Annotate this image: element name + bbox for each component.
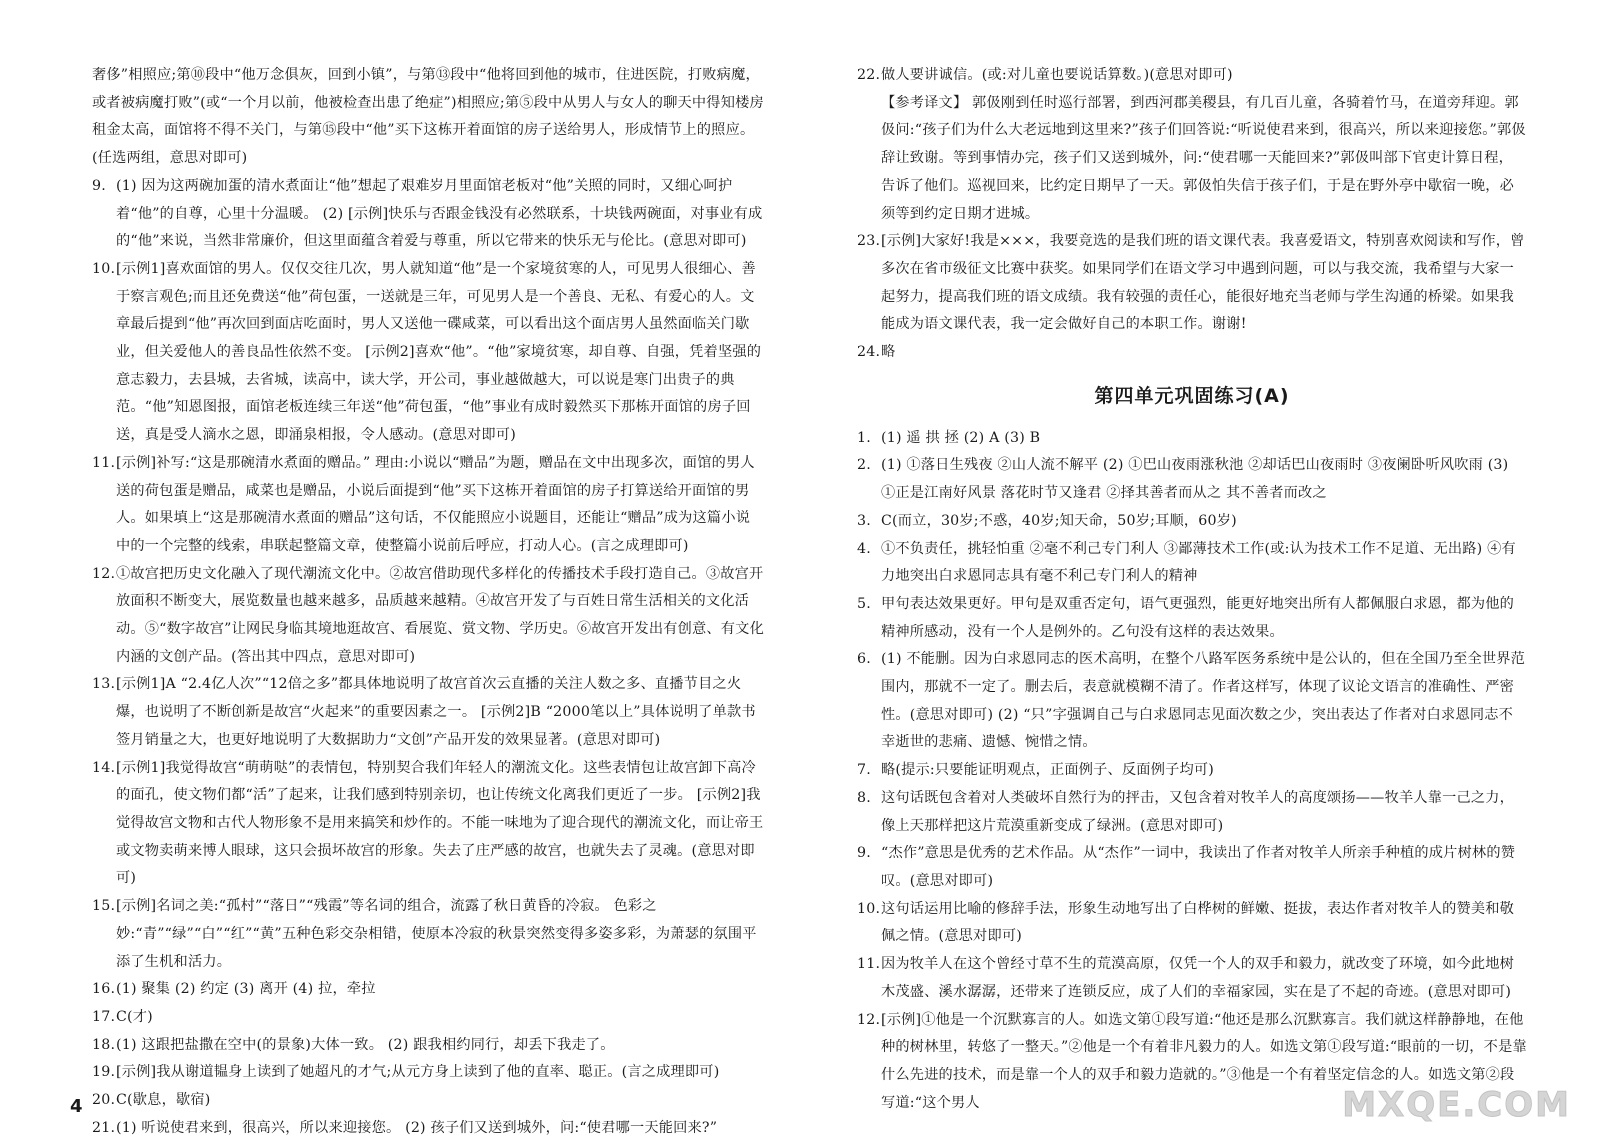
right-column xyxy=(857,62,1527,1117)
answer-text: [示例1]喜欢面馆的男人。仅仅交往几次，男人就知道“他”是一个家境贫寒的人，可见男人很细心、善于察言观色;而且还免费送“他”荷包蛋，一送就是三年，可见男人是一个善良、无私、有爱心的人。文章最后提到“他”再次回到面店吃面时，男人又送他一碟咸菜，可以看出这个面店男人虽然面临关门歇业，但关爱他人的善良品性依然不变。 [示例2]喜欢“他”。“他”家境贫寒，却自尊、自强，凭着坚强的意志毅力，去县城，去省城，读高中，读大学，开公司，事业越做越大，可以说是寒门出贵子的典范。“他”知恩图报，面馆老板连续三年送“他”荷包蛋，“他”事业有成时毅然买下那栋开面馆的房子回送，真是受人滴水之恩，即涌泉相报，令人感动。(意思对即可) xyxy=(116,260,762,444)
answer-text: (1) 因为这两碗加蛋的清水煮面让“他”想起了艰难岁月里面馆老板对“他”关照的同时，又细心呵护着“他”的自尊，心里十分温暖。 (2) [示例]快乐与否跟金钱没有必然联系，十块钱两碗面，对事业有成的“他”来说，当然非常廉价，但这里面蕴含着爱与尊重，所以它带来的快乐无与伦比。(意思对即可) xyxy=(116,177,763,250)
answer-text: 做人要讲诚信。(或:对儿童也要说话算数。)(意思对即可) xyxy=(881,67,1233,83)
answer-item xyxy=(92,1032,764,1060)
answer-item xyxy=(857,62,1527,90)
answer-number: 9. xyxy=(92,177,106,194)
answer-item xyxy=(92,173,764,256)
answer-text: (1) 这跟把盐撒在空中(的景象)大体一致。 (2) 跟我相约同行，却丢下我走了。 xyxy=(116,1036,615,1053)
right-items-bottom xyxy=(857,425,1527,1118)
answer-item xyxy=(92,561,764,672)
answer-item xyxy=(92,1087,764,1115)
reference-translation: 【参考译文】 郭伋刚到任时巡行部署，到西河郡美稷县，有几百儿童，各骑着竹马，在道旁拜迎。郭伋问:“孩子们为什么大老远地到这里来?”孩子们回答说:“听说使君来到，很高兴，所以来迎接您。”郭伋辞让致谢。等到事情办完，孩子们又送到城外，问:“使君哪一天能回来?”郭伋叫部下官吏计算日程，告诉了他们。巡视回来，比约定日期早了一天。郭伋怕失信于孩子们，于是在野外亭中歇宿一晚，必须等到约定日期才进城。 xyxy=(881,94,1526,222)
answer-number: 24. xyxy=(857,344,881,361)
answer-text: [示例]名词之美:“孤村”“落日”“残霞”等名词的组合，流露了秋日黄昏的冷寂。 色彩之妙:“青”“绿”“白”“红”“黄”五种色彩交杂相错，使原本冷寂的秋景突然变得多姿多彩，为萧瑟的氛围平添了生机和活力。 xyxy=(116,898,757,970)
answer-item xyxy=(857,339,1527,367)
answer-item xyxy=(857,536,1527,591)
answer-number: 23. xyxy=(857,233,881,250)
answer-item xyxy=(92,893,764,976)
answer-number: 3. xyxy=(857,512,871,529)
answer-number: 15. xyxy=(92,898,116,915)
answer-item xyxy=(92,1115,764,1142)
answer-text: (1) 听说使君来到，很高兴，所以来迎接您。 (2) 孩子们又送到城外，问:“使君哪一天能回来?” xyxy=(116,1119,718,1136)
answer-number: 2. xyxy=(857,457,871,474)
answer-text: [示例]我从谢道韫身上读到了她超凡的才气;从元方身上读到了他的直率、聪正。(言之成理即可) xyxy=(116,1064,720,1081)
answer-text: 因为牧羊人在这个曾经寸草不生的荒漠高原，仅凭一个人的双手和毅力，就改变了环境，如今此地树木茂盛、溪水潺潺，还带来了连锁反应，成了人们的幸福家园，实在是了不起的奇迹。(意思对即可) xyxy=(881,956,1515,1000)
answer-item xyxy=(857,591,1527,646)
answer-number: 19. xyxy=(92,1064,116,1081)
answer-text: [示例]大家好!我是×××，我要竞选的是我们班的语文课代表。我喜爱语文，特别喜欢阅读和写作，曾多次在省市级征文比赛中获奖。如果同学们在语文学习中遇到问题，可以与我交流，我希望与大家一起努力，提高我们班的语文成绩。我有较强的责任心，能很好地充当老师与学生沟通的桥梁。如果我能成为语文课代表，我一定会做好自己的本职工作。谢谢! xyxy=(881,233,1525,333)
answer-number: 12. xyxy=(857,1011,881,1028)
answer-text: “杰作”意思是优秀的艺术作品。从“杰作”一词中，我读出了作者对牧羊人所亲手种植的成片树林的赞叹。(意思对即可) xyxy=(881,845,1516,889)
answer-number: 6. xyxy=(857,651,871,668)
answer-text: [示例]①他是一个沉默寡言的人。如选文第①段写道:“他还是那么沉默寡言。我们就这样静静地，在他种的树林里，转悠了一整天。”②他是一个有着非凡毅力的人。如选文第①段写道:“眼前的一切，不是靠什么先进的技术，而是靠一个人的双手和毅力造就的。”③他是一个有着坚定信念的人。如选文第②段写道:“这个男人 xyxy=(881,1011,1527,1111)
answer-text: 甲句表达效果更好。甲句是双重否定句，语气更强烈，能更好地突出所有人都佩服白求恩，都为他的精神所感动，没有一个人是例外的。乙句没有这样的表达效果。 xyxy=(881,595,1515,640)
answer-number: 11. xyxy=(92,454,116,471)
answer-item xyxy=(857,228,1527,339)
answer-text: (1) 聚集 (2) 约定 (3) 离开 (4) 拉，牵拉 xyxy=(116,981,376,998)
answer-item xyxy=(857,425,1527,453)
answer-text: 这句话运用比喻的修辞手法，形象生动地写出了白桦树的鲜嫩、挺拔，表达作者对牧羊人的赞美和敬佩之情。(意思对即可) xyxy=(881,900,1515,945)
answer-item xyxy=(92,1059,764,1087)
answer-number: 18. xyxy=(92,1036,116,1053)
answer-text: ①不负责任，挑轻怕重 ②毫不利己专门利人 ③鄙薄技术工作(或:认为技术工作不足道、无出路) ④有力地突出白求恩同志具有毫不利己专门利人的精神 xyxy=(881,540,1516,585)
answer-text: [示例1]A “2.4亿人次”“12倍之多”都具体地说明了故宫首次云直播的关注人数之多、直播节目之火爆，也说明了不断创新是故宫“火起来”的重要因素之一。 [示例2]B “2000笔以上”具体说明了单款书签月销量之大，也更好地说明了大数据助力“文创”产品开发的效果显著。(意思对即可) xyxy=(116,676,756,748)
answer-number: 7. xyxy=(857,762,871,779)
right-items-top xyxy=(857,62,1527,367)
answer-number: 21. xyxy=(92,1119,116,1136)
answer-item xyxy=(92,671,764,754)
answer-item xyxy=(92,256,764,450)
answer-number: 13. xyxy=(92,676,116,693)
answer-number: 22. xyxy=(857,67,881,83)
answer-item xyxy=(857,508,1527,536)
answer-item xyxy=(857,452,1527,507)
answer-text: [示例1]我觉得故宫“萌萌哒”的表情包，特别契合我们年轻人的潮流文化。这些表情包让故宫卸下高冷的面孔，使文物们都“活”了起来，让我们感到特别亲切，也让传统文化离我们更近了一步。 [示例2]我觉得故宫文物和古代人物形象不是用来搞笑和炒作的。不能一味地为了迎合现代的潮流文化，而让帝王或文物卖萌来博人眼球，这只会损坏故宫的形象。失去了庄严感的故宫，也就失去了灵魂。(意思对即可) xyxy=(116,759,764,887)
answer-number: 10. xyxy=(92,260,116,277)
answer-number: 4. xyxy=(857,540,871,557)
answer-item xyxy=(857,646,1527,757)
watermark-logo xyxy=(1342,1039,1579,1129)
answer-text: (1) 不能删。因为白求恩同志的医术高明，在整个八路军医务系统中是公认的，但在全国乃至全世界范围内，那就不一定了。删去后，表意就模糊不清了。作者这样写，体现了议论文语言的准确性、严密性。(意思对即可) (2) “只”字强调自己与白求恩同志见面次数之少，突出表达了作者对白求恩同志不幸逝世的悲痛、遗憾、惋惜之情。 xyxy=(881,651,1526,751)
answer-number: 8. xyxy=(857,789,871,806)
answer-number: 10. xyxy=(857,900,881,917)
answer-item xyxy=(857,840,1527,895)
answer-text: 这句话既包含着对人类破坏自然行为的抨击，又包含着对牧羊人的高度颂扬——牧羊人靠一己之力，像上天那样把这片荒漠重新变成了绿洲。(意思对即可) xyxy=(881,789,1515,834)
intro-paragraph: 奢侈”相照应;第⑩段中“他万念俱灰，回到小镇”，与第⑬段中“他将回到他的城市，住进医院，打败病魔，或者被病魔打败”(或“一个月以前，他被检查出患了绝症”)相照应;第⑤段中从男人与女人的聊天中得知楼房租金太高，面馆将不得不关门，与第⑮段中“他”买下这栋开着面馆的房子送给男人，形成情节上的照应。(任选两组，意思对即可) xyxy=(92,67,764,167)
answer-item xyxy=(857,951,1527,1006)
answer-number: 1. xyxy=(857,429,871,446)
answer-number: 11. xyxy=(857,956,881,973)
answer-number: 16. xyxy=(92,981,116,998)
answer-item xyxy=(92,976,764,1004)
answer-text: C(才) xyxy=(116,1008,153,1025)
answer-text: C(歇息，歇宿) xyxy=(116,1092,211,1109)
answer-item xyxy=(857,757,1527,785)
answer-number: 5. xyxy=(857,595,871,612)
answer-text: (1) 遥 拱 拯 (2) A (3) B xyxy=(881,429,1041,446)
section-heading: 第四单元巩固练习(A) xyxy=(1094,384,1290,407)
answer-text: [示例]补写:“这是那碗清水煮面的赠品。” 理由:小说以“赠品”为题，赠品在文中出现多次，面馆的男人送的荷包蛋是赠品，咸菜也是赠品，小说后面提到“他”买下这栋开着面馆的房子打算送给开面馆的男人。如果填上“这是那碗清水煮面的赠品”这句话，不仅能照应小说题目，还能让“赠品”成为这篇小说中的一个完整的线索，串联起整篇文章，使整篇小说前后呼应，打动人心。(言之成理即可) xyxy=(116,454,755,554)
answer-text: 略 xyxy=(881,344,896,361)
answer-text: (1) ①落日生残夜 ②山人流不解平 (2) ①巴山夜雨涨秋池 ②却话巴山夜雨时 ③夜阑卧听风吹雨 (3) ①正是江南好风景 落花时节又逢君 ②择其善者而从之 其不善者而改之 xyxy=(881,457,1509,502)
answer-text: C(而立，30岁;不惑，40岁;知天命，50岁;耳顺，60岁) xyxy=(881,512,1237,529)
answer-item xyxy=(857,785,1527,840)
answer-number: 20. xyxy=(92,1092,116,1109)
left-items xyxy=(92,173,764,1142)
answer-number: 12. xyxy=(92,565,116,582)
answer-item xyxy=(92,450,764,561)
answer-text: ①故宫把历史文化融入了现代潮流文化中。②故宫借助现代多样化的传播技术手段打造自己。③故宫开放面积不断变大，展览数量也越来越多，品质越来越精。④故宫开发了与百姓日常生活相关的文化活动。⑤“数字故宫”让网民身临其境地逛故宫、看展览、赏文物、学历史。⑥故宫开发出有创意、有文化内涵的文创产品。(答出其中四点，意思对即可) xyxy=(116,565,764,665)
answer-item xyxy=(92,1004,764,1032)
answer-text: 略(提示:只要能证明观点，正面例子、反面例子均可) xyxy=(881,762,1214,779)
left-column xyxy=(92,62,764,1142)
answer-item xyxy=(857,896,1527,951)
watermark-domain: MXQE.COM xyxy=(1342,1085,1571,1125)
answer-number: 14. xyxy=(92,759,116,776)
answer-item xyxy=(92,755,764,894)
page-number: 4 xyxy=(70,1096,83,1117)
answer-number: 9. xyxy=(857,845,871,862)
answer-number: 17. xyxy=(92,1008,116,1025)
